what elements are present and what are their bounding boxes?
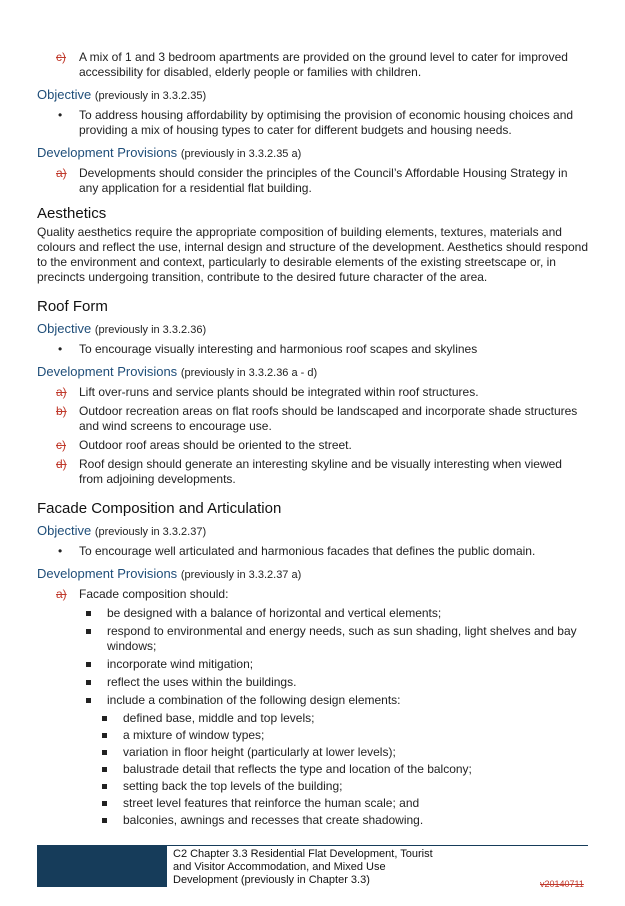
bullet-icon: •	[58, 342, 63, 356]
square-bullet-icon	[102, 716, 107, 721]
intro-item	[37, 50, 589, 80]
facade-design-element: a mixture of window types;	[37, 728, 589, 743]
facade-provision-a: a) Facade composition should:	[56, 587, 229, 601]
roof-provision-c: c) Outdoor roof areas should be oriented to the street.	[56, 438, 352, 452]
facade-provisions-heading: Development Provisions (previously in 3.3.2.37 a)	[37, 566, 302, 581]
housing-provision-a: a) Developments should consider the principles of the Council’s Affordable Housing Strategy in any application for a residential flat building.	[56, 166, 568, 195]
facade-sub-item: incorporate wind mitigation;	[37, 657, 589, 672]
roof-objective-heading: Objective (previously in 3.3.2.36)	[37, 321, 207, 336]
facade-objective-heading: Objective (previously in 3.3.2.37)	[37, 523, 207, 538]
facade-objective-bullet: • To encourage well articulated and harmonious facades that defines the public domain.	[58, 544, 536, 558]
square-bullet-icon	[102, 784, 107, 789]
facade-design-element: setting back the top levels of the building;	[37, 779, 589, 794]
facade-design-element: variation in floor height (particularly at lower levels);	[37, 745, 589, 760]
roof-provisions-heading: Development Provisions (previously in 3.3.2.36 a - d)	[37, 364, 318, 379]
housing-provisions-heading: Development Provisions (previously in 3.3.2.35 a)	[37, 145, 302, 160]
footer-color-block	[37, 845, 167, 887]
square-bullet-icon	[86, 680, 91, 685]
facade-sub-item: include a combination of the following design elements:	[37, 693, 589, 708]
item-text: A mix of 1 and 3 bedroom apartments are provided on the ground level to cater for improved accessibility for disabled, elderly people or families with children.	[79, 50, 568, 79]
aesthetics-heading: Aesthetics	[37, 205, 107, 222]
square-bullet-icon	[86, 611, 91, 616]
facade-design-element: balconies, awnings and recesses that create shadowing.	[37, 813, 589, 828]
square-bullet-icon	[102, 818, 107, 823]
facade-design-element: street level features that reinforce the human scale; and	[37, 796, 589, 811]
aesthetics-paragraph: Quality aesthetics require the appropriate composition of building elements, textures, materials and colours and reflect the use, internal design and structure of the development. Aesthetics should respond to the environment and context, particularly to desirable elements of the existing streetscape or, in precincts undergoing transition, contribute to the desired future character of the area.	[37, 225, 589, 284]
footer-chapter-title: C2 Chapter 3.3 Residential Flat Development, Tourist and Visitor Accommodation, and Mixed Use Development (previously in Chapter 3.3)	[173, 848, 433, 886]
square-bullet-icon	[86, 629, 91, 634]
item-marker: c)	[56, 50, 66, 64]
square-bullet-icon	[102, 767, 107, 772]
facade-sub-item: reflect the uses within the buildings.	[37, 675, 589, 690]
roof-form-heading: Roof Form	[37, 298, 108, 315]
bullet-icon: •	[58, 108, 63, 122]
bullet-icon: •	[58, 544, 63, 558]
footer-rule	[167, 845, 588, 846]
version-stamp: v20140711	[540, 879, 584, 889]
square-bullet-icon	[86, 662, 91, 667]
facade-sub-item: be designed with a balance of horizontal and vertical elements;	[37, 606, 589, 621]
square-bullet-icon	[102, 801, 107, 806]
square-bullet-icon	[102, 733, 107, 738]
document-page	[37, 50, 589, 830]
square-bullet-icon	[86, 698, 91, 703]
facade-design-element: balustrade detail that reflects the type and location of the balcony;	[37, 762, 589, 777]
facade-sub-item: respond to environmental and energy needs, such as sun shading, light shelves and bay windows;	[37, 624, 589, 654]
roof-provision-b: b) Outdoor recreation areas on flat roofs should be landscaped and incorporate shade structures and wind screens to encourage use.	[56, 404, 578, 433]
roof-objective-bullet: • To encourage visually interesting and harmonious roof scapes and skylines	[58, 342, 478, 356]
facade-design-element: defined base, middle and top levels;	[37, 711, 589, 726]
square-bullet-icon	[102, 750, 107, 755]
roof-provision-a: a) Lift over-runs and service plants should be integrated within roof structures.	[56, 385, 479, 399]
facade-heading: Facade Composition and Articulation	[37, 500, 282, 517]
housing-objective-heading: Objective (previously in 3.3.2.35)	[37, 87, 207, 102]
housing-objective-bullet: • To address housing affordability by optimising the provision of economic housing choices and providing a mix of housing types to cater for different budgets and housing needs.	[58, 108, 574, 137]
roof-provision-d: d) Roof design should generate an interesting skyline and be visually interesting when viewed from adjoining developments.	[56, 457, 562, 486]
